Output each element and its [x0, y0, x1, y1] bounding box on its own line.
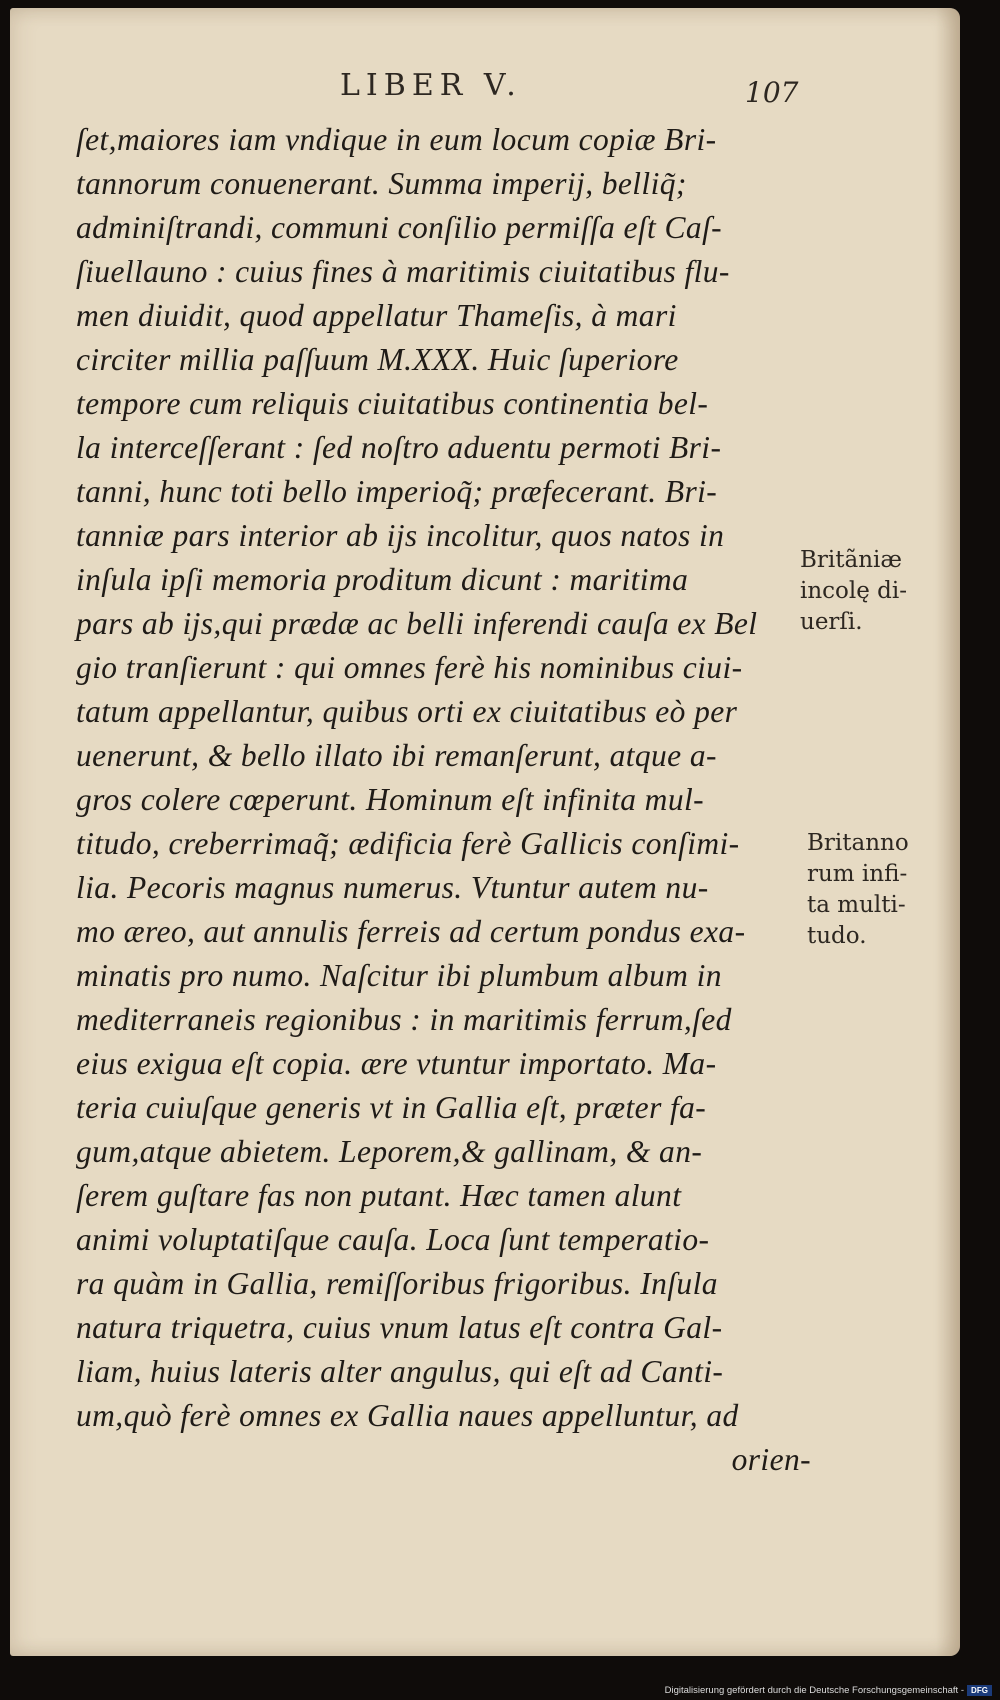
margin-note-line: uerſi. [800, 609, 863, 635]
running-head: LIBER V. [340, 68, 522, 103]
text-line-23: teria cuiuſque generis vt in Gallia eſt, præter fa- [76, 1090, 707, 1125]
text-line-26: animi voluptatiſque cauſa. Loca ſunt temperatio- [76, 1222, 710, 1257]
text-line-1: ſet,maiores iam vndique in eum locum copiæ Bri- [76, 122, 717, 157]
text-line-13: gio tranſierunt : qui omnes ferè his nominibus ciui- [76, 650, 743, 685]
text-line-15: uenerunt, & bello illato ibi remanſerunt, atque a- [76, 738, 717, 773]
page-number: 107 [745, 76, 799, 109]
text-line-27: ra quàm in Gallia, remiſſoribus frigoribus. Inſula [76, 1266, 718, 1301]
text-line-21: mediterraneis regionibus : in maritimis ferrum,ſed [76, 1002, 732, 1037]
margin-note-line: rum infi- [807, 861, 908, 887]
text-line-16: gros colere cœperunt. Hominum eſt infinita mul- [76, 782, 705, 817]
book-page [10, 8, 960, 1656]
dfg-logo: DFG [967, 1685, 992, 1696]
margin-note-line: ta multi- [807, 892, 906, 918]
text-line-8: la interceſſerant : ſed noſtro aduentu permoti Bri- [76, 430, 722, 465]
text-line-4: ſiuellauno : cuius fines à maritimis ciuitatibus flu- [76, 254, 730, 289]
margin-note-line: incolę di- [800, 578, 908, 604]
margin-note-line: Britãniæ [800, 547, 902, 573]
catchword: orien- [731, 1442, 811, 1477]
text-line-24: gum,atque abietem. Leporem,& gallinam, & an- [76, 1134, 703, 1169]
funding-credit: Digitalisierung gefördert durch die Deutsche Forschungsgemeinschaft - [664, 1685, 964, 1696]
text-line-18: lia. Pecoris magnus numerus. Vtuntur autem nu- [76, 870, 709, 905]
text-line-11: inſula ipſi memoria proditum dicunt : maritima [76, 562, 689, 597]
text-line-6: circiter millia paſſuum M.XXX. Huic ſuperiore [76, 342, 679, 377]
margin-note-multitude [807, 828, 949, 952]
text-line-9: tanni, hunc toti bello imperioq̃; præfecerant. Bri- [76, 474, 718, 509]
text-line-3: adminiſtrandi, communi conſilio permiſſa eſt Caſ- [76, 210, 723, 245]
text-line-29: liam, huius lateris alter angulus, qui eſt ad Canti- [76, 1354, 724, 1389]
margin-note-line: Britanno [807, 830, 909, 856]
text-line-25: ſerem guſtare fas non putant. Hæc tamen alunt [76, 1178, 682, 1213]
text-line-28: natura triquetra, cuius vnum latus eſt contra Gal- [76, 1310, 723, 1345]
text-line-12: pars ab ijs,qui prædæ ac belli inferendi cauſa ex Bel [76, 606, 758, 641]
text-line-30: um,quò ferè omnes ex Gallia naues appelluntur, ad [76, 1398, 739, 1433]
text-line-14: tatum appellantur, quibus orti ex ciuitatibus eò per [76, 694, 738, 729]
text-line-19: mo æreo, aut annulis ferreis ad certum pondus exa- [76, 914, 746, 949]
body-text [76, 118, 811, 1482]
text-line-22: eius exigua eſt copia. ære vtuntur importato. Ma- [76, 1046, 717, 1081]
margin-note-line: tudo. [807, 923, 867, 949]
text-line-5: men diuidit, quod appellatur Thameſis, à mari [76, 298, 677, 333]
text-line-10: tanniæ pars interior ab ijs incolitur, quos natos in [76, 518, 725, 553]
digitization-footer [0, 1681, 1000, 1700]
text-line-17: titudo, creberrimaq̃; ædificia ferè Gallicis conſimi- [76, 826, 740, 861]
text-line-20: minatis pro numo. Naſcitur ibi plumbum album in [76, 958, 722, 993]
text-line-7: tempore cum reliquis ciuitatibus continentia bel- [76, 386, 709, 421]
margin-note-inhabitants [800, 545, 942, 638]
text-line-2: tannorum conuenerant. Summa imperij, belliq̃; [76, 166, 687, 201]
